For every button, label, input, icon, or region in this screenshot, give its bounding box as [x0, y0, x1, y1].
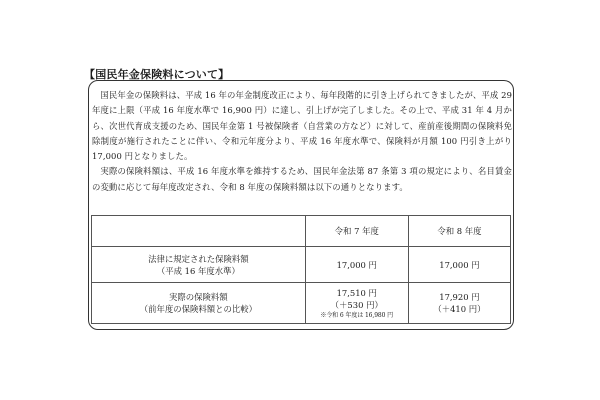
actual-r8-value: 17,920 円: [439, 292, 480, 302]
legal-r8-value: 17,000 円: [408, 247, 510, 283]
row-label-actual-line2: （前年度の保険料額との比較）: [139, 304, 257, 314]
row-label-actual: [92, 283, 306, 324]
row-label-legal-line2: （平成 16 年度水準）: [156, 265, 240, 276]
actual-r7-value: 17,510 円: [336, 287, 377, 298]
table-row-actual-amount: [92, 283, 511, 324]
actual-r8-diff: （＋410 円）: [433, 304, 486, 314]
table-header-row: [92, 216, 511, 247]
actual-r8-cell: [408, 283, 510, 324]
paragraph-1: 国民年金の保険料は、平成 16 年の年金制度改正により、毎年段階的に引き上げられてきましたが、平成 29 年度に上限（平成 16 年度水準で 16,900 円）に達し、引上げが完了しました。その上で、平成 31 年 4 月から、次世代育成支援のため、国民年金第 1 号被保険者（自営業の方など）に対して、産前産後期間の保険料免除制度が施行されたことに伴い、令和元年度分より、平成 16 年度水準で、保険料が月額 100 円引き上がり 17,000 円となりました。: [92, 90, 512, 162]
premium-table: [91, 215, 511, 324]
header-r7: 令和 7 年度: [305, 216, 408, 247]
section-heading: 【国民年金保険料について】: [84, 68, 230, 81]
paragraph-2: 実際の保険料額は、平成 16 年度水準を維持するため、国民年金法第 87 条第 3 項の規定により、名目賃金の変動に応じて毎年度改定され、令和 8 年度の保険料額は以下の通りとなります。: [92, 166, 512, 192]
body-text: [92, 88, 512, 195]
row-label-legal: [92, 247, 306, 283]
legal-r7-value: 17,000 円: [305, 247, 408, 283]
header-r8: 令和 8 年度: [408, 216, 510, 247]
actual-r7-note: ※令和 6 年度は 16,980 円: [320, 311, 394, 319]
row-label-legal-line1: 法律に規定された保険料額: [148, 253, 249, 264]
actual-r7-cell: [305, 283, 408, 324]
table-row-legal-amount: [92, 247, 511, 283]
row-label-actual-line1: 実際の保険料額: [169, 292, 228, 302]
header-empty-cell: [92, 216, 306, 247]
actual-r7-diff: （＋530 円）: [330, 299, 383, 310]
